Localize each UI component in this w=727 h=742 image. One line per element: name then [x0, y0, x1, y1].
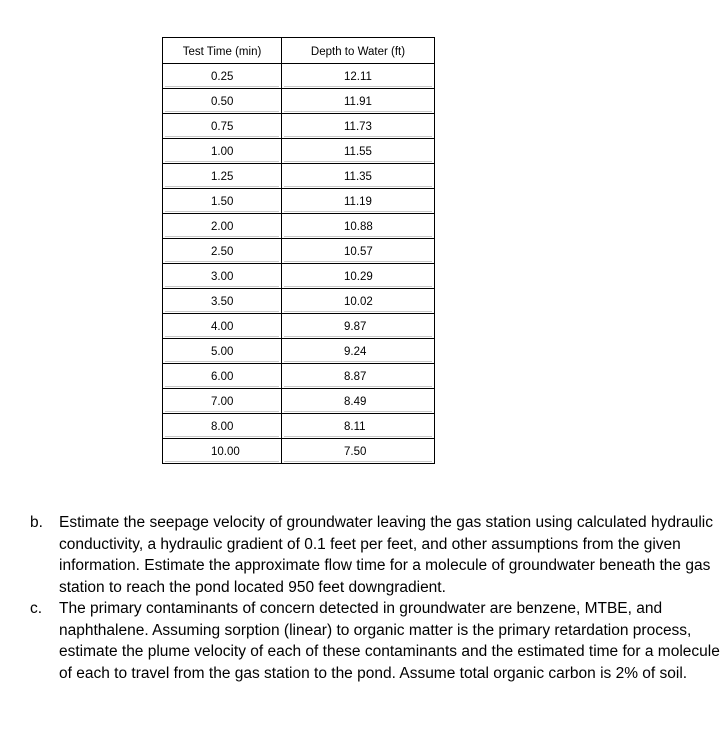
- question-item: [30, 598, 720, 684]
- test-time-value: 1.25: [165, 166, 279, 187]
- depth-to-water-value: 11.55: [284, 141, 432, 162]
- table-row: [163, 239, 435, 264]
- depth-to-water-cell: [282, 439, 435, 464]
- depth-to-water-cell: [282, 164, 435, 189]
- test-time-cell: [163, 89, 282, 114]
- test-time-value: 2.00: [165, 216, 279, 237]
- question-text: Estimate the seepage velocity of groundwater leaving the gas station using calculated hydraulic conductivity, a hydraulic gradient of 0.1 feet per feet, and other assumptions from the given information. Estimate the approximate flow time for a molecule of groundwater beneath the gas station to reach the pond located 950 feet downgradient.: [59, 514, 713, 596]
- test-time-value: 10.00: [165, 441, 279, 462]
- table-row: [163, 289, 435, 314]
- test-time-value: 1.00: [165, 141, 279, 162]
- depth-to-water-value: 9.24: [284, 341, 432, 362]
- depth-to-water-cell: [282, 314, 435, 339]
- depth-to-water-value: 12.11: [284, 66, 432, 87]
- table-row: [163, 189, 435, 214]
- depth-to-water-cell: [282, 364, 435, 389]
- test-time-cell: [163, 214, 282, 239]
- test-time-value: 4.00: [165, 316, 279, 337]
- depth-to-water-value: 10.29: [284, 266, 432, 287]
- table-body: [163, 64, 435, 464]
- depth-to-water-value: 8.49: [284, 391, 432, 412]
- test-time-value: 7.00: [165, 391, 279, 412]
- table-row: [163, 89, 435, 114]
- depth-to-water-cell: [282, 414, 435, 439]
- depth-to-water-cell: [282, 239, 435, 264]
- test-time-cell: [163, 264, 282, 289]
- depth-to-water-value: 11.35: [284, 166, 432, 187]
- table-row: [163, 439, 435, 464]
- depth-to-water-cell: [282, 389, 435, 414]
- test-time-value: 2.50: [165, 241, 279, 262]
- table-row: [163, 314, 435, 339]
- question-letter: c.: [30, 600, 43, 617]
- test-time-value: 0.50: [165, 91, 279, 112]
- depth-to-water-cell: [282, 89, 435, 114]
- depth-to-water-cell: [282, 289, 435, 314]
- table-row: [163, 139, 435, 164]
- header-test-time: Test Time (min): [163, 38, 282, 64]
- test-time-cell: [163, 364, 282, 389]
- test-time-cell: [163, 114, 282, 139]
- depth-to-water-value: 11.73: [284, 116, 432, 137]
- table-row: [163, 264, 435, 289]
- depth-to-water-value: 8.11: [284, 416, 432, 437]
- test-time-cell: [163, 314, 282, 339]
- test-time-cell: [163, 439, 282, 464]
- test-time-cell: [163, 139, 282, 164]
- test-time-cell: [163, 339, 282, 364]
- table-row: [163, 164, 435, 189]
- test-time-value: 0.25: [165, 66, 279, 87]
- depth-to-water-cell: [282, 139, 435, 164]
- test-time-cell: [163, 189, 282, 214]
- test-time-value: 6.00: [165, 366, 279, 387]
- question-letter: b.: [30, 514, 43, 531]
- question-item: [30, 512, 720, 598]
- table-row: [163, 364, 435, 389]
- depth-to-water-value: 10.02: [284, 291, 432, 312]
- test-time-value: 0.75: [165, 116, 279, 137]
- depth-to-water-cell: [282, 264, 435, 289]
- depth-to-water-cell: [282, 64, 435, 89]
- test-time-value: 3.50: [165, 291, 279, 312]
- depth-to-water-cell: [282, 214, 435, 239]
- test-time-cell: [163, 414, 282, 439]
- test-time-value: 3.00: [165, 266, 279, 287]
- depth-to-water-value: 11.91: [284, 91, 432, 112]
- test-time-cell: [163, 289, 282, 314]
- depth-to-water-value: 7.50: [284, 441, 432, 462]
- test-time-cell: [163, 164, 282, 189]
- question-text: The primary contaminants of concern detected in groundwater are benzene, MTBE, and naphthalene. Assuming sorption (linear) to organic matter is the primary retardation process, estimate the plume velocity of each of these contaminants and the estimated time for a molecule of each to travel from the gas station to the pond. Assume total organic carbon is 2% of soil.: [59, 600, 720, 682]
- test-time-cell: [163, 239, 282, 264]
- table-row: [163, 114, 435, 139]
- table-row: [163, 414, 435, 439]
- table-row: [163, 389, 435, 414]
- question-list: [30, 512, 720, 684]
- header-depth-to-water: Depth to Water (ft): [282, 38, 435, 64]
- test-time-value: 1.50: [165, 191, 279, 212]
- table-row: [163, 64, 435, 89]
- table-row: [163, 339, 435, 364]
- drawdown-data-table: [162, 37, 435, 464]
- test-time-cell: [163, 389, 282, 414]
- test-time-value: 8.00: [165, 416, 279, 437]
- test-time-value: 5.00: [165, 341, 279, 362]
- table-row: [163, 214, 435, 239]
- test-time-cell: [163, 64, 282, 89]
- depth-to-water-value: 10.57: [284, 241, 432, 262]
- depth-to-water-cell: [282, 114, 435, 139]
- depth-to-water-value: 11.19: [284, 191, 432, 212]
- table-header-row: [163, 38, 435, 64]
- depth-to-water-value: 10.88: [284, 216, 432, 237]
- depth-to-water-value: 8.87: [284, 366, 432, 387]
- depth-to-water-value: 9.87: [284, 316, 432, 337]
- depth-to-water-cell: [282, 339, 435, 364]
- depth-to-water-cell: [282, 189, 435, 214]
